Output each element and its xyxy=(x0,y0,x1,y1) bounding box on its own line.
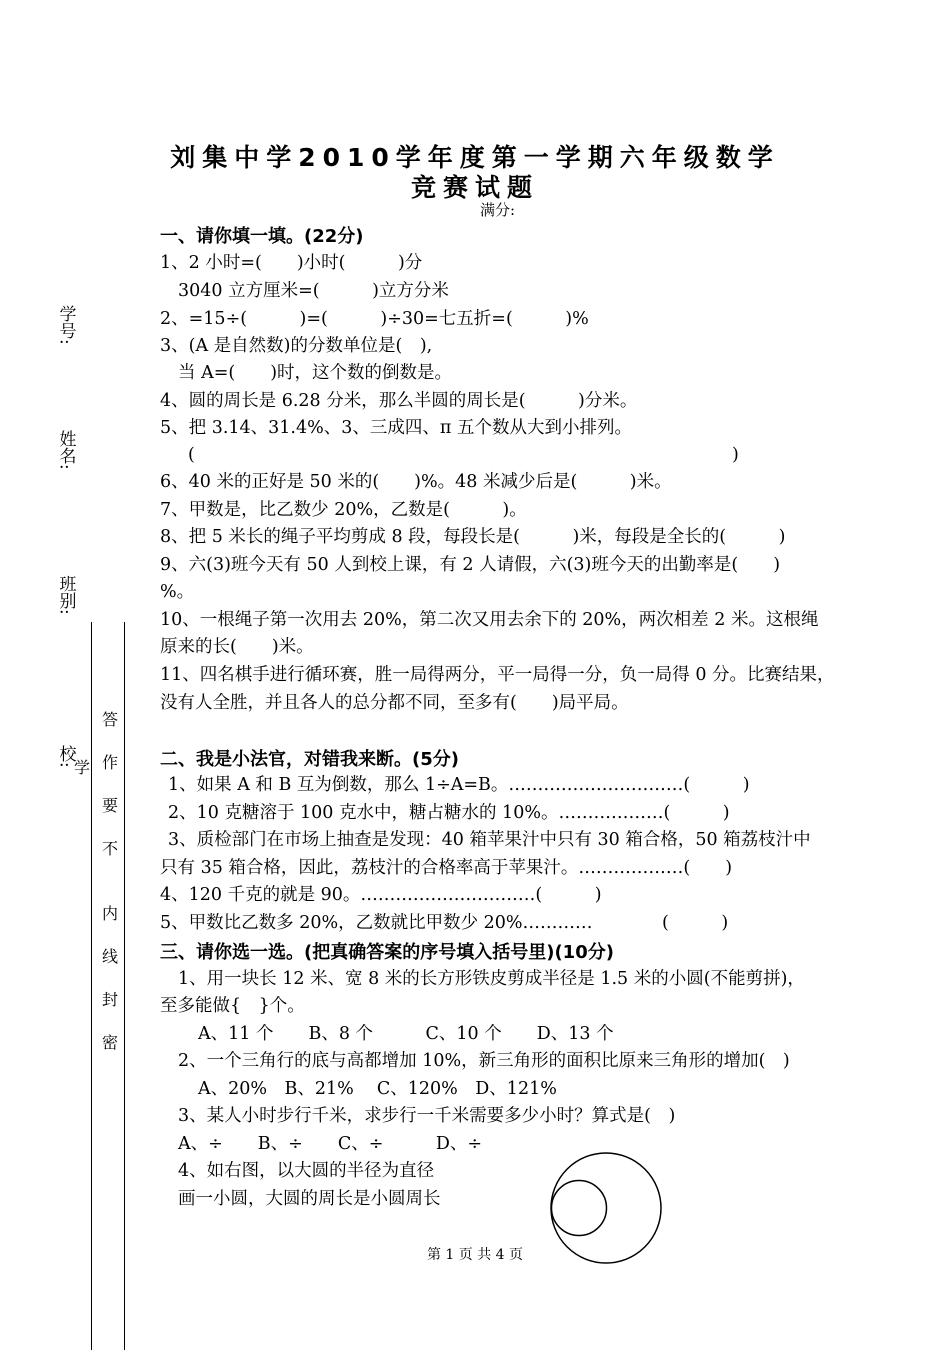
student-number-text: 学号: xyxy=(55,305,76,345)
section1-heading: 一、请你填一填。(22分) xyxy=(160,226,364,247)
question-line: 3040 立方厘米=( )立方分米 xyxy=(178,281,449,301)
answer-bracket: ( ) xyxy=(662,913,729,933)
student-number-label xyxy=(55,305,75,350)
binding-line-left xyxy=(91,622,92,1350)
full-score-label: 满分: xyxy=(480,201,516,219)
question-line: 3、(A 是自然数)的分数单位是( ), xyxy=(160,336,433,356)
question-line: 1、2 小时=( )小时( )分 xyxy=(160,253,423,273)
seal-char: 密 xyxy=(101,1033,118,1052)
question-line: 至多能做{ }个。 xyxy=(160,996,305,1016)
question-line: 5、甲数比乙数多 20%，乙数就比甲数少 20%………… xyxy=(160,913,593,933)
question-line: 没有人全胜，并且各人的总分都不同，至多有( )局平局。 xyxy=(160,693,629,713)
seal-char: 封 xyxy=(101,990,118,1009)
question-line: 4、如右图，以大圆的半径为直径 xyxy=(178,1161,435,1181)
question-line: 3、某人小时步行千米，求步行一千米需要多少小时？算式是( ) xyxy=(178,1106,676,1126)
section2-heading: 二、我是小法官，对错我来断。(5分) xyxy=(160,749,459,770)
question-line: 1、如果 A 和 B 互为倒数，那么 1÷A=B。…………………………( ) xyxy=(168,775,750,795)
question-line: 11、四名棋手进行循环赛，胜一局得两分，平一局得一分，负一局得 0 分。比赛结果， xyxy=(160,665,835,685)
question-line: 8、把 5 米长的绳子平均剪成 8 段，每段长是( )米，每段是全长的( ) xyxy=(160,527,786,547)
exam-title-line1: 刘集中学2010学年度第一学期六年级数学 xyxy=(170,143,780,172)
question-line: 1、用一块长 12 米、宽 8 米的长方形铁皮剪成半径是 1.5 米的小圆(不能剪拼)， xyxy=(178,969,805,989)
answer-bracket-open: ( xyxy=(188,445,195,465)
name-text: 姓名: xyxy=(55,430,76,470)
seal-char: 要 xyxy=(101,796,118,815)
question-line: 2、一个三角行的底与高都增加 10%，新三角形的面积比原来三角形的增加( ) xyxy=(178,1051,790,1071)
exam-title-line2: 竞赛试题 xyxy=(410,173,539,202)
class-label xyxy=(55,575,75,620)
answer-bracket-close: ) xyxy=(732,445,739,465)
question-line: 6、40 米的正好是 50 米的( )%。48 米减少后是( )米。 xyxy=(160,472,672,492)
question-line: 只有 35 箱合格，因此，荔枝汁的合格率高于苹果汁。………………( ) xyxy=(160,858,733,878)
small-circle xyxy=(552,1181,607,1236)
question-line: 2、=15÷( )=( )÷30=七五折=( )% xyxy=(160,309,589,329)
question-line: 4、120 千克的就是 90。…………………………( ) xyxy=(160,885,602,905)
section3-heading: 三、请你选一选。(把真确答案的序号填入括号里)(10分) xyxy=(160,942,614,963)
question-line: 原来的长( )米。 xyxy=(160,637,314,657)
question-line: %。 xyxy=(160,582,195,602)
question-line: 3、质检部门在市场上抽查是发现：40 箱苹果汁中只有 30 箱合格，50 箱荔枝汁中 xyxy=(168,830,811,850)
seal-char: 线 xyxy=(101,947,118,966)
question-line: 7、甲数是，比乙数少 20%，乙数是( )。 xyxy=(160,500,527,520)
option-line: A、11 个 B、8 个 C、10 个 D、13 个 xyxy=(198,1024,614,1044)
class-text: 班别: xyxy=(55,575,76,615)
option-line: A、÷ B、÷ C、÷ D、÷ xyxy=(178,1134,483,1154)
seal-char: 学 xyxy=(73,758,90,777)
question-line: 9、六(3)班今天有 50 人到校上课，有 2 人请假，六(3)班今天的出勤率是( ) xyxy=(160,555,781,575)
question-line: 5、把 3.14、31.4%、3、三成四、π 五个数从大到小排列。 xyxy=(160,418,632,438)
seal-char: 不 xyxy=(101,839,118,858)
question-line: 当 A=( )时，这个数的倒数是。 xyxy=(178,363,453,383)
option-line: A、20% B、21% C、120% D、121% xyxy=(198,1079,557,1099)
seal-char: 内 xyxy=(101,904,118,923)
school-text: 校: xyxy=(55,745,76,768)
binding-line-right xyxy=(124,622,125,1350)
question-line: 2、10 克糖溶于 100 克水中，糖占糖水的 10%。………………( ) xyxy=(168,803,730,823)
name-label xyxy=(55,430,75,475)
question-line: 4、圆的周长是 6.28 分米，那么半圆的周长是( )分米。 xyxy=(160,391,638,411)
seal-char: 作 xyxy=(101,753,118,772)
page-footer: 第 1 页 共 4 页 xyxy=(426,1247,524,1263)
seal-char: 答 xyxy=(101,710,118,729)
question-line: 画一小圆，大圆的周长是小圆周长 xyxy=(178,1189,441,1209)
question-line: 10、一根绳子第一次用去 20%，第二次又用去余下的 20%，两次相差 2 米。这根绳 xyxy=(160,610,819,630)
